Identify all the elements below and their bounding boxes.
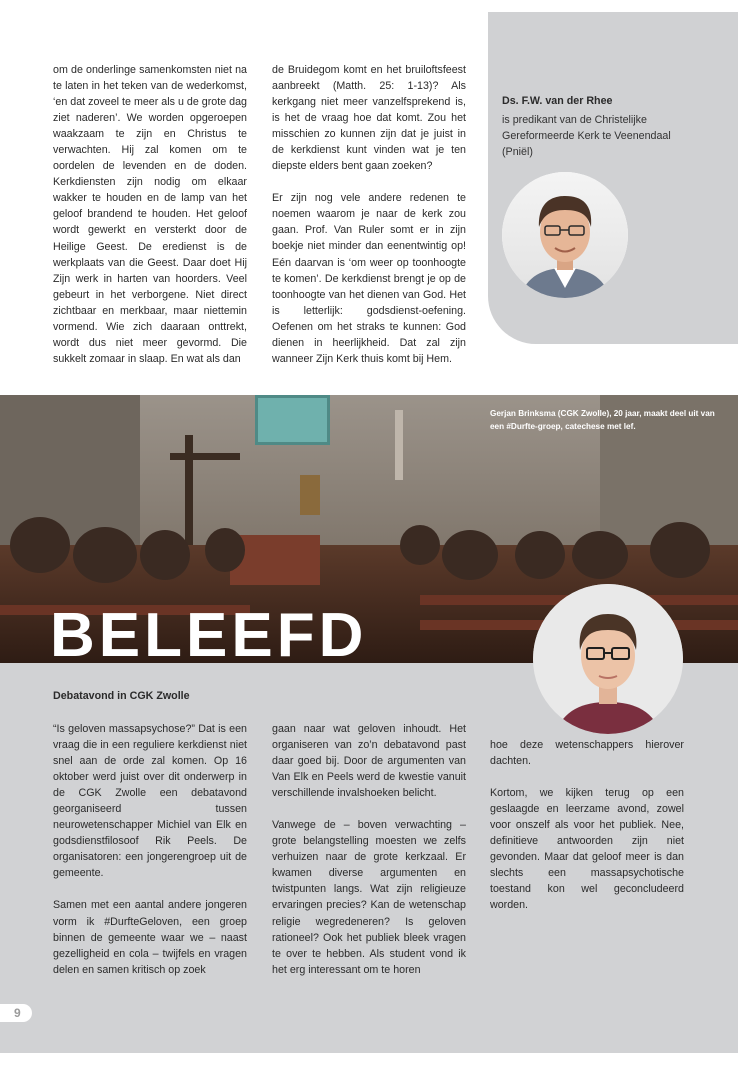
top-col2-paragraph-1: de Bruidegom komt en het bruiloftsfeest aanbreekt (Matth. 25: 1-13)? Als kerkgang niet meer vanzelfsprekend is, is het de vraag hoe dat komt. Zou het misschien zo kunnen zijn dat je juist in de kerkdienst kunt vinden wat je ten diepste elders bent gaan zoeken?	[272, 64, 466, 173]
page-number: 9	[14, 1006, 21, 1020]
photo-caption: Gerjan Brinksma (CGK Zwolle), 20 jaar, maakt deel uit van een #Durfte-groep, catechese met lef.	[490, 409, 715, 431]
bottom-col2-paragraph-2: Vanwege de – boven verwachting – grote belangstelling moesten we zelfs verhuizen naar de grote kerkzaal. Er kwamen diverse argumenten en twistpunten langs. Wat zijn religieuze ervaringen precies? Kan de wetenschap religie wegredeneren? Is geloven rationeel? Ook het publiek bleek vragen te over te hebben. Als student vond ik het erg interessant om te horen	[272, 819, 466, 976]
top-col2-paragraph-2: Er zijn nog vele andere redenen te noemen waarom je naar de kerk zou gaan. Prof. Van Ruler somt er in zijn boekje niet minder dan eenentwintig op! Eén daarvan is ‘om weer op toonhoogte te komen’. De kerkdienst brengt je op de toonhoogte van het dienen van God. Het is letterlijk: godsdienst-oefening. Oefenen om het straks te kunnen: God dienen in heerlijkheid. Dat zal zijn wanneer Zijn Kerk thuis komt bij Hem.	[272, 192, 466, 365]
bottom-col3-paragraph-2: Kortom, we kijken terug op een geslaagde en leerzame avond, zowel voor onszelf als voor het publiek. Nee, definitieve antwoorden zijn niet gevonden. Maar dat geloof meer is dan slechts een massapsychotische toestand kon wel geconcludeerd worden.	[490, 787, 684, 912]
bottom-column-1	[53, 721, 247, 978]
page-number-badge	[0, 1004, 32, 1022]
author-name: Ds. F.W. van der Rhee	[502, 95, 613, 107]
bottom-col3-paragraph-1: hoe deze wetenschappers hierover dachten.	[490, 739, 684, 768]
bottom-col1-paragraph-1: “Is geloven massapsychose?” Dat is een vraag die in een reguliere kerkdienst niet snel aan de orde zal komen. Op 16 oktober werd juist over dit onderwerp in de CGK Zwolle een debatavond georganiseerd tussen neurowetenschapper Michiel van Elk en godsdienstfilosoof Rik Peels. De organisatoren: een jongerengroep uit de gemeente.	[53, 723, 247, 880]
top-column-2	[272, 62, 466, 367]
author-portrait	[502, 172, 628, 298]
bottom-col2-paragraph-1: gaan naar wat geloven inhoudt. Het organiseren van zo’n debatavond past daar goed bij. Door de argumenten van Van Elk en Peels werd de kwestie vanuit verschillende invalshoeken belicht.	[272, 723, 466, 800]
bottom-column-3	[490, 737, 684, 913]
top-column-1	[53, 62, 247, 367]
student-portrait	[533, 584, 683, 734]
bottom-col1-paragraph-2: Samen met een aantal andere jongeren vorm ik #DurfteGeloven, een groep binnen de gemeente waar we – naast gezelligheid en cola – twijfels en vragen delen en samen kritisch op zoek	[53, 899, 247, 976]
author-box	[488, 12, 738, 344]
bottom-column-2	[272, 721, 466, 978]
author-description: is predikant van de Christelijke Gereformeerde Kerk te Veenendaal (Pniël)	[502, 114, 671, 158]
section-title: BELEEFD	[50, 601, 368, 663]
article-heading: Debatavond in CGK Zwolle	[53, 690, 190, 702]
top-col1-text: om de onderlinge samenkomsten niet na te laten in het teken van de wederkomst, ‘en dat zoveel te meer als u de grote dag ziet naderen’. We worden opgeroepen waakzaam te zijn en Christus te verwachten. Hij zal komen om te oordelen de levenden en de doden. Kerkdiensten zijn nodig om elkaar wakker te houden en de lamp van het geloof brandend te houden. Het geloof wordt gewerkt en versterkt door de Heilige Geest. De eredienst is de werkplaats van die Geest. Daar doet Hij Zijn werk in harten van hoorders. Veel gebeurt in het verborgene. Niet direct zichtbaar en merkbaar, maar niettemin vormend. Wie zich daaraan onttrekt, wordt dus niet meer gevormd. Die sukkelt zomaar in slaap. En wat als dan	[53, 64, 247, 365]
author-portrait-image	[502, 172, 628, 298]
student-portrait-image	[533, 584, 683, 734]
